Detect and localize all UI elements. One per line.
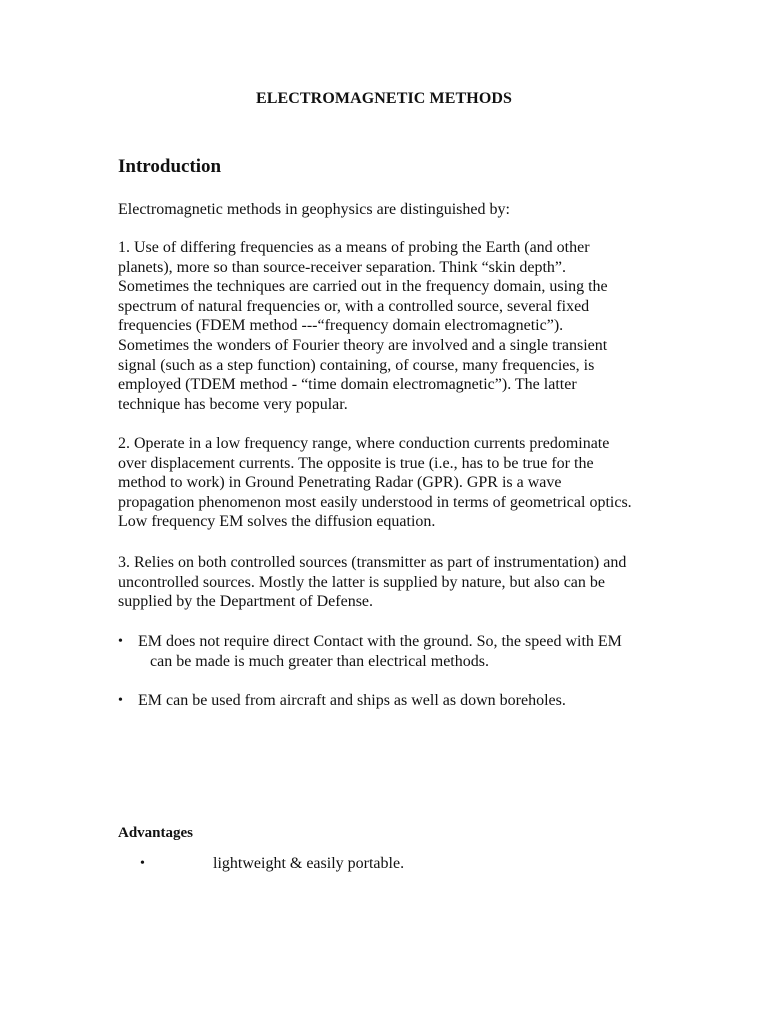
paragraph-line: employed (TDEM method - “time domain electromagnetic”). The latter [118, 376, 577, 394]
advantage-text: lightweight & easily portable. [213, 855, 405, 872]
paragraph-line: uncontrolled sources. Mostly the latter is supplied by nature, but also can be [118, 573, 605, 591]
paragraph-line: technique has become very popular. [118, 395, 348, 413]
paragraph-line: spectrum of natural frequencies or, with a controlled source, several fixed [118, 297, 590, 315]
point-3-paragraph [118, 553, 658, 612]
document-title: ELECTROMAGNETIC METHODS [255, 90, 513, 107]
paragraph-line: over displacement currents. The opposite is true (i.e., has to be true for the [118, 454, 594, 472]
paragraph-line: frequencies (FDEM method ---“frequency domain electromagnetic”). [118, 317, 564, 335]
introduction-heading: Introduction [118, 156, 222, 177]
lead-paragraph: Electromagnetic methods in geophysics are distinguished by: [118, 201, 510, 218]
paragraph-line: 3. Relies on both controlled sources (transmitter as part of instrumentation) and [118, 554, 627, 571]
bullet-text-line: EM does not require direct Contact with the ground. So, the speed with EM [138, 633, 622, 650]
paragraph-line: planets), more so than source-receiver separation. Think “skin depth”. [118, 258, 566, 276]
bullet-icon: • [140, 856, 145, 871]
bullet-text-line: can be made is much greater than electrical methods. [150, 652, 489, 670]
paragraph-line: method to work) in Ground Penetrating Radar (GPR). GPR is a wave [118, 474, 562, 492]
point-1-paragraph [118, 238, 658, 414]
paragraph-line: supplied by the Department of Defense. [118, 593, 374, 611]
advantages-heading: Advantages [118, 825, 194, 841]
point-2-paragraph [118, 434, 658, 532]
paragraph-line: Low frequency EM solves the diffusion equation. [118, 513, 436, 531]
bullet-text-line: EM can be used from aircraft and ships as well as down boreholes. [138, 692, 566, 709]
paragraph-line: Sometimes the techniques are carried out in the frequency domain, using the [118, 278, 608, 296]
paragraph-line: signal (such as a step function) containing, of course, many frequencies, is [118, 356, 595, 374]
paragraph-line: Sometimes the wonders of Fourier theory are involved and a single transient [118, 336, 608, 354]
paragraph-line: 1. Use of differing frequencies as a means of probing the Earth (and other [118, 239, 590, 256]
bullet-icon: • [118, 693, 123, 708]
paragraph-line: propagation phenomenon most easily understood in terms of geometrical optics. [118, 493, 632, 511]
bullet-icon: • [118, 634, 123, 649]
paragraph-line: 2. Operate in a low frequency range, where conduction currents predominate [118, 435, 610, 452]
